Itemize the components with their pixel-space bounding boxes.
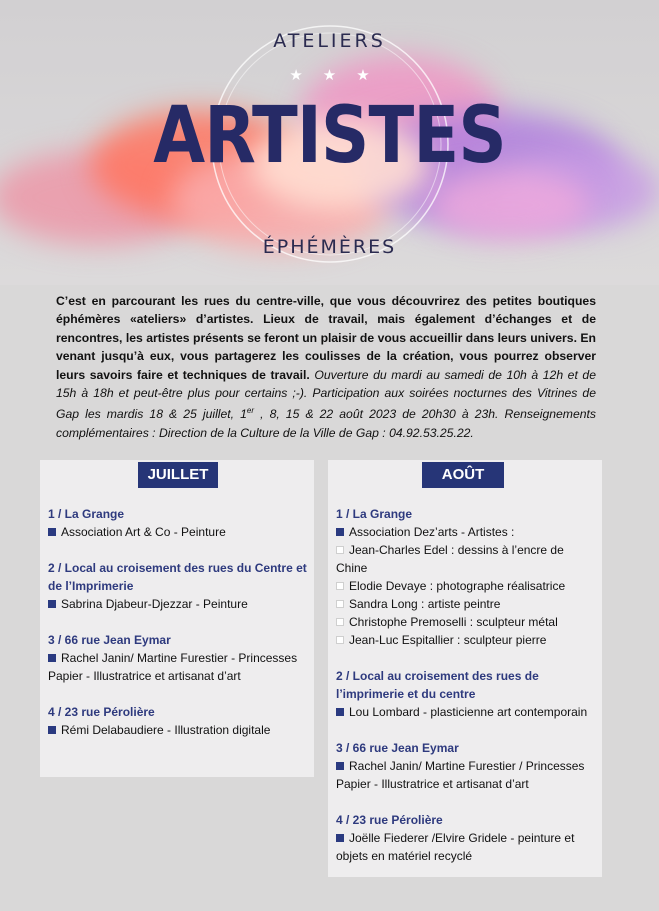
artist-line bbox=[48, 595, 310, 613]
artist-text: Elodie Devaye : photographe réalisatrice bbox=[349, 579, 566, 593]
artist-text: Rachel Janin/ Martine Furestier / Princesses Papier - Illustratrice et artisanat d’art bbox=[336, 759, 585, 791]
artist-line bbox=[336, 523, 598, 541]
bullet-empty-square-icon bbox=[336, 600, 344, 608]
venue-title: 4 / 23 rue Pérolière bbox=[48, 705, 155, 719]
month-badge-august: AOÛT bbox=[422, 462, 504, 488]
venue-title: 2 / Local au croisement des rues de l’imprimerie et du centre bbox=[336, 669, 539, 701]
intro-bold: C’est en parcourant les rues du centre-ville, que vous découvrirez des petites boutiques éphémères «ateliers» d’artistes. Lieux de travail, mais également d’échanges et de rencontres, les artistes présents se feront un plaisir de vous accueillir dans leurs univers. En venant jusqu’à eux, vous partagerez les coulisses de la création, vous pourrez observer leurs savoirs faire et techniques de travail. bbox=[56, 294, 596, 382]
month-badge-july: JUILLET bbox=[138, 462, 218, 488]
venue-item bbox=[336, 811, 598, 865]
bullet-empty-square-icon bbox=[336, 618, 344, 626]
venue-title: 1 / La Grange bbox=[336, 507, 413, 521]
bullet-square-icon bbox=[336, 528, 344, 536]
intro-sup: er bbox=[246, 406, 255, 416]
artist-subline bbox=[336, 595, 598, 613]
bullet-square-icon bbox=[336, 834, 344, 842]
venue-item bbox=[336, 505, 598, 649]
intro-italic-a: Ouverture du mardi au samedi de 10h à 12h et de 15h à 18h et peut-être plus pour certains ;-). Participation aux soirées nocturnes des Vitrines de Gap les mardis 18 & 25 juillet, 1 bbox=[56, 367, 596, 422]
bullet-square-icon bbox=[48, 654, 56, 662]
artist-line bbox=[48, 523, 310, 541]
artist-line bbox=[336, 703, 598, 721]
venue-title: 4 / 23 rue Pérolière bbox=[336, 813, 443, 827]
venue-item bbox=[336, 667, 598, 721]
title-ateliers: ATELIERS bbox=[273, 30, 386, 52]
bullet-empty-square-icon bbox=[336, 582, 344, 590]
artist-subline bbox=[336, 577, 598, 595]
july-column bbox=[40, 460, 314, 777]
venue-title: 2 / Local au croisement des rues du Centre et de l’Imprimerie bbox=[48, 561, 307, 593]
artist-subline bbox=[336, 631, 598, 649]
venue-item bbox=[48, 505, 310, 541]
venue-item bbox=[336, 739, 598, 793]
intro-paragraph bbox=[56, 292, 596, 442]
artist-text: Jean-Charles Edel : dessins à l’encre de Chine bbox=[336, 543, 564, 575]
bullet-square-icon bbox=[48, 600, 56, 608]
artist-line bbox=[336, 757, 598, 793]
title-artistes: ARTISTES bbox=[153, 91, 506, 181]
artist-text: Sandra Long : artiste peintre bbox=[349, 597, 501, 611]
artist-text: Association Dez’arts - Artistes : bbox=[349, 525, 515, 539]
venue-title: 3 / 66 rue Jean Eymar bbox=[48, 633, 171, 647]
artist-text: Joëlle Fiederer /Elvire Gridele - peinture et objets en matériel recyclé bbox=[336, 831, 575, 863]
artist-line bbox=[48, 721, 310, 739]
venue-title: 1 / La Grange bbox=[48, 507, 125, 521]
artist-subline bbox=[336, 541, 598, 577]
bullet-square-icon bbox=[48, 528, 56, 536]
artist-subline bbox=[336, 613, 598, 631]
artist-line bbox=[48, 649, 310, 685]
bullet-empty-square-icon bbox=[336, 636, 344, 644]
artist-text: Rachel Janin/ Martine Furestier - Princesses Papier - Illustratrice et artisanat d’art bbox=[48, 651, 298, 683]
artist-text: Christophe Premoselli : sculpteur métal bbox=[349, 615, 558, 629]
venue-item bbox=[48, 631, 310, 685]
venue-item bbox=[48, 703, 310, 739]
title-ephemeres: ÉPHÉMÈRES bbox=[262, 236, 397, 258]
august-column bbox=[328, 460, 602, 877]
artist-text: Jean-Luc Espitallier : sculpteur pierre bbox=[349, 633, 547, 647]
artist-line bbox=[336, 829, 598, 865]
artist-text: Rémi Delabaudiere - Illustration digitale bbox=[61, 723, 271, 737]
artist-text: Sabrina Djabeur-Djezzar - Peinture bbox=[61, 597, 248, 611]
intro-italic-b: , 8, 15 & 22 août 2023 de 20h30 à 23h. Renseignements complémentaires : Direction de la Culture de la Ville de Gap : 04.92.53.25.22. bbox=[56, 407, 596, 440]
bullet-square-icon bbox=[336, 708, 344, 716]
venue-title: 3 / 66 rue Jean Eymar bbox=[336, 741, 459, 755]
artist-text: Association Art & Co - Peinture bbox=[61, 525, 226, 539]
header-banner bbox=[0, 0, 659, 285]
venue-item bbox=[48, 559, 310, 613]
stars-icon: ★★★ bbox=[289, 67, 390, 84]
artist-text: Lou Lombard - plasticienne art contemporain bbox=[349, 705, 588, 719]
bullet-empty-square-icon bbox=[336, 546, 344, 554]
bullet-square-icon bbox=[48, 726, 56, 734]
bullet-square-icon bbox=[336, 762, 344, 770]
